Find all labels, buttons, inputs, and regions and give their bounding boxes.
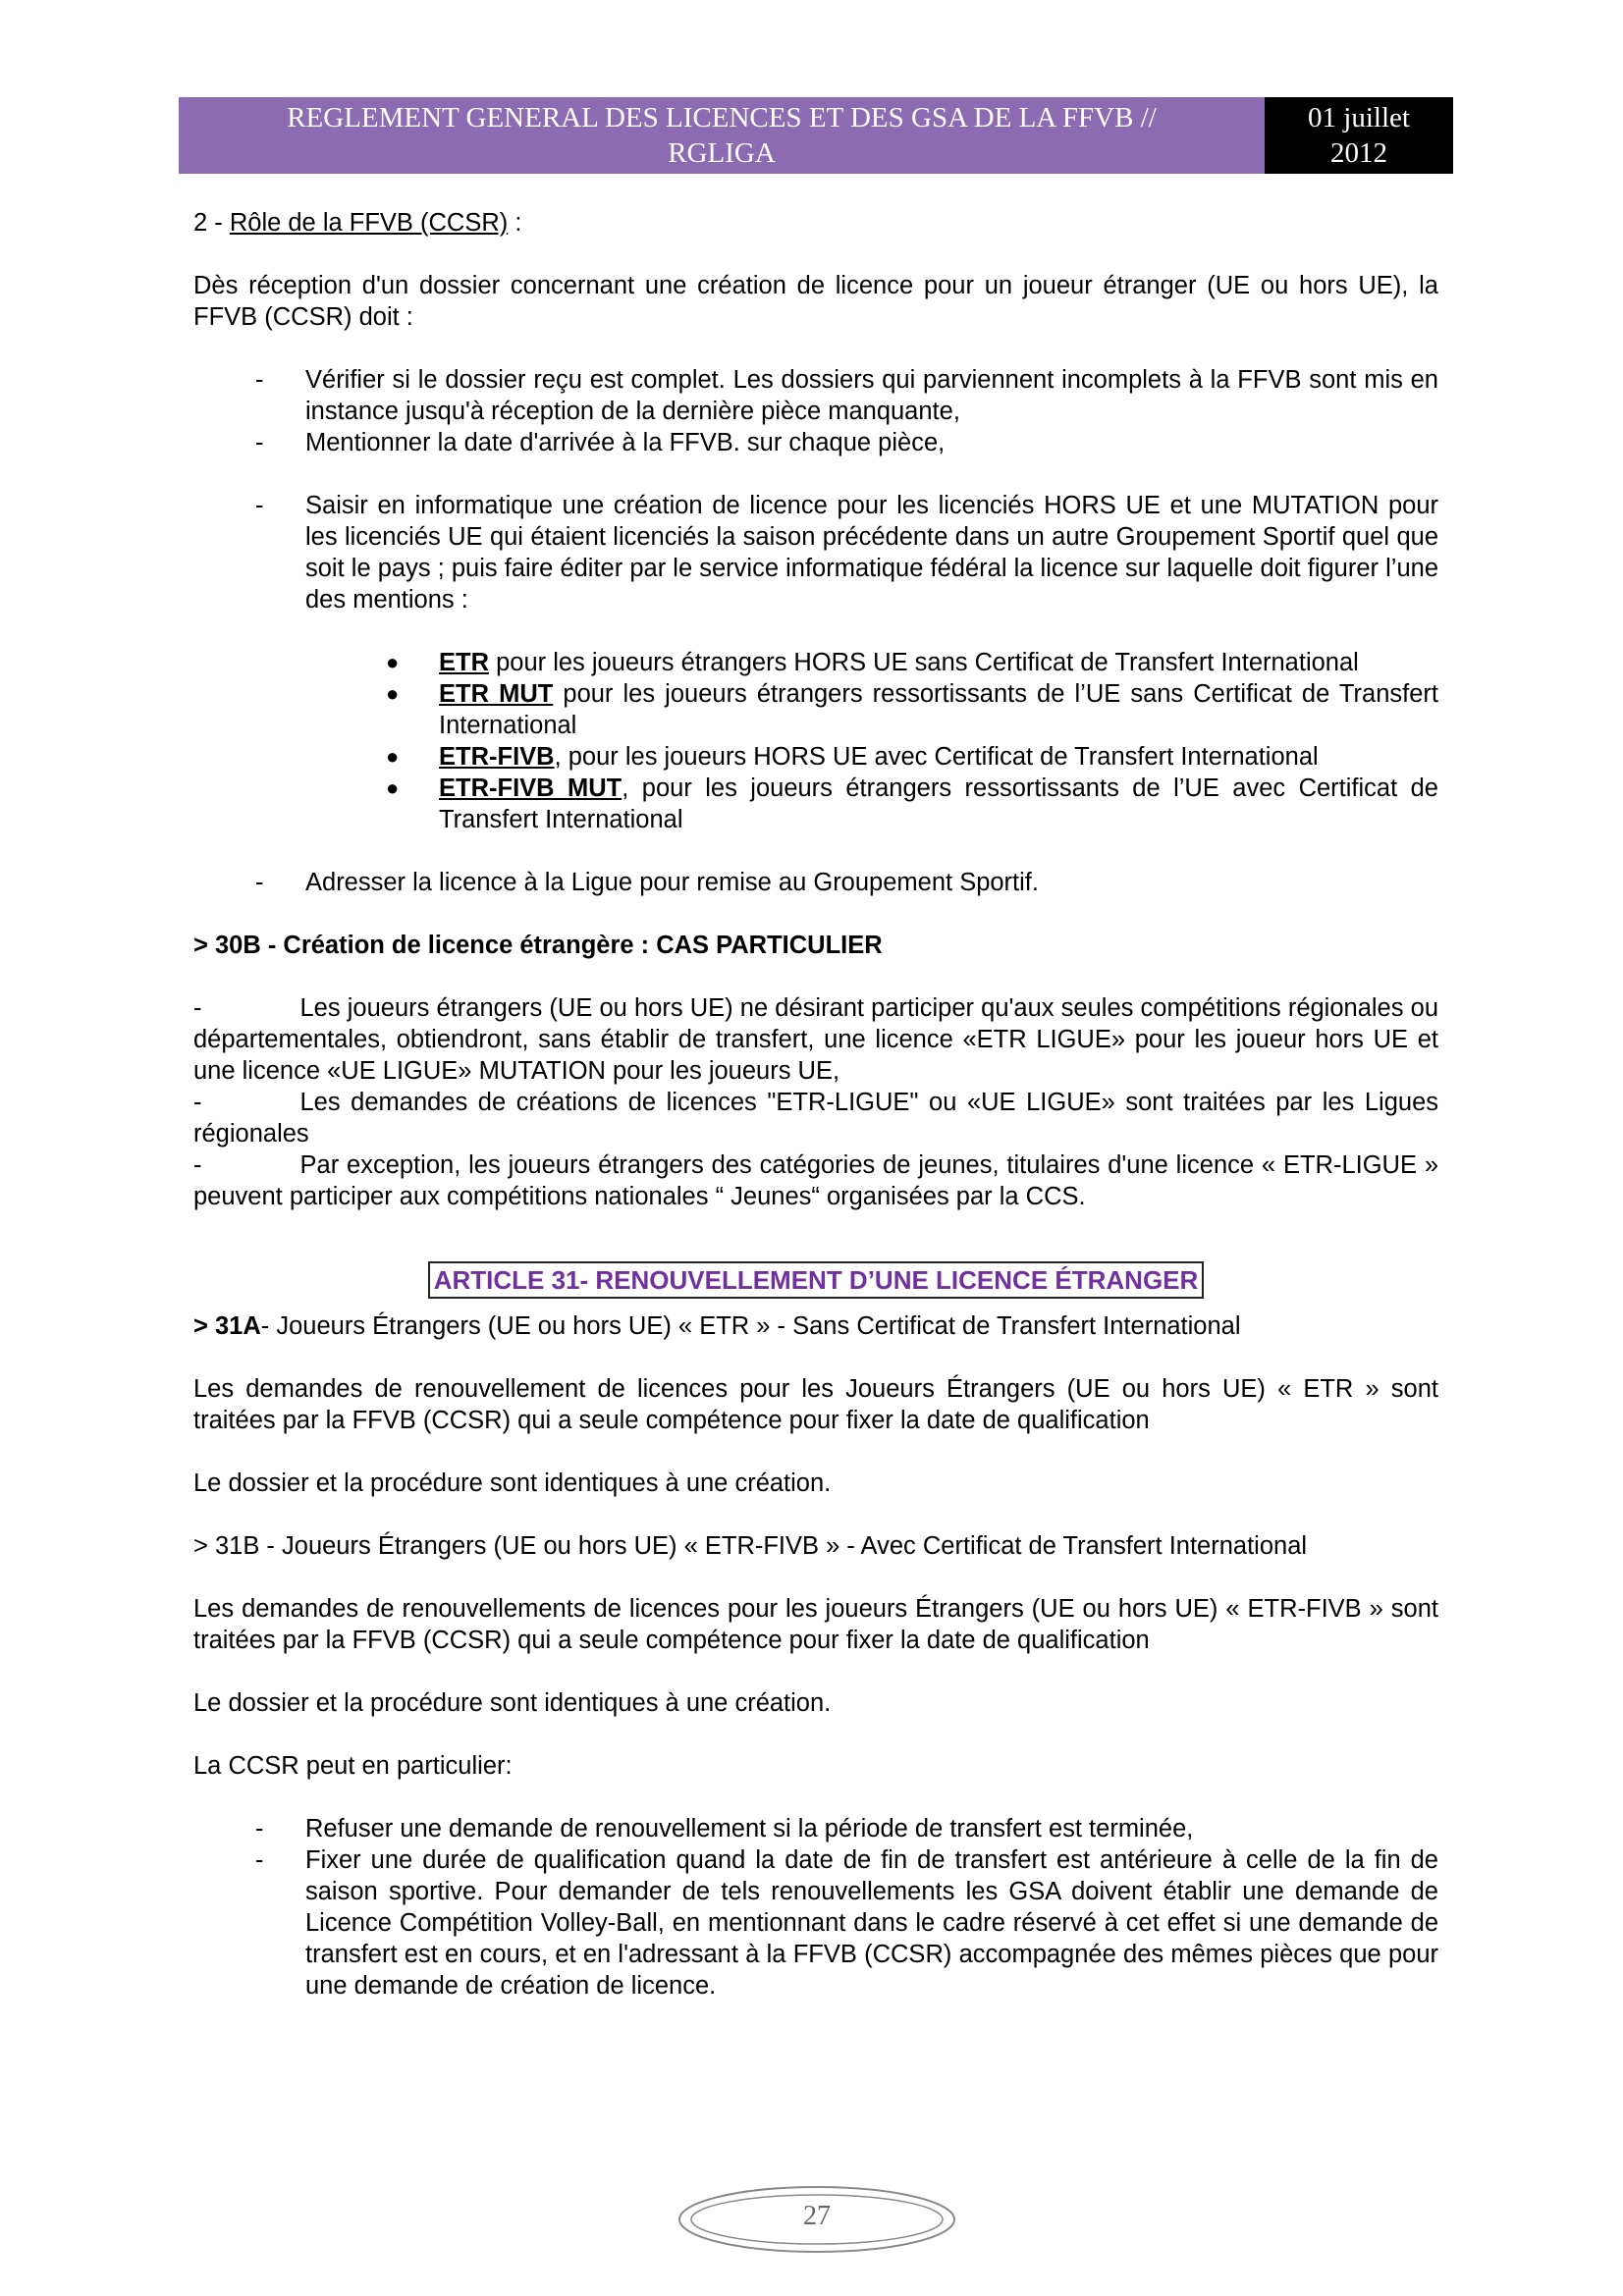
list-item	[193, 647, 1438, 678]
article-31-title: ARTICLE 31- RENOUVELLEMENT D’UNE LICENCE ÉTRANGER	[428, 1261, 1205, 1299]
mention-text: , pour les joueurs HORS UE avec Certificat de Transfert International	[554, 743, 1319, 771]
list-item-text: Fixer une durée de qualification quand la date de fin de transfert est antérieure à celle de la fin de saison sportive. Pour demander de tels renouvellements les GSA doivent établir une demande de Licence Compétition Volley-Ball, en mentionnant dans le cadre réservé à cet effet si une demande de transfert est en cours, et en l'adressant à la FFVB (CCSR) accompagnée des mêmes pièces que pour une demande de création de licence.	[305, 1846, 1438, 2000]
list-item	[193, 490, 1438, 615]
section-30b-text: Les demandes de créations de licences "ETR-LIGUE" ou «UE LIGUE» sont traitées par les Ligues régionales	[193, 1089, 1438, 1148]
ffvb-duties-list-final	[193, 867, 1438, 898]
mention-code: ETR	[439, 649, 489, 676]
list-item	[193, 1844, 1438, 2002]
ccsr-powers-list	[193, 1813, 1438, 2002]
dash-marker: -	[255, 492, 264, 519]
document-date: 01 juillet 2012	[1265, 97, 1453, 174]
ffvb-duties-list-cont	[193, 490, 1438, 615]
bullet-icon: ●	[386, 775, 400, 800]
list-item	[193, 1813, 1438, 1844]
mention-code: ETR-FIVB MUT	[439, 774, 622, 802]
list-item	[193, 741, 1438, 773]
mention-text: , pour les joueurs étrangers ressortissants de l’UE avec Certificat de Transfert International	[439, 774, 1438, 833]
ffvb-duties-list	[193, 364, 1438, 458]
section-2-heading	[193, 207, 1438, 239]
page-number: 27	[803, 2201, 831, 2231]
dash-marker: -	[255, 1815, 264, 1842]
bullet-icon: ●	[386, 650, 400, 674]
bullet-icon: ●	[386, 744, 400, 769]
document-title: REGLEMENT GENERAL DES LICENCES ET DES GSA DE LA FFVB // RGLIGA	[179, 97, 1265, 174]
list-item-text: Refuser une demande de renouvellement si la période de transfert est terminée,	[305, 1815, 1194, 1842]
list-item	[193, 867, 1438, 898]
section-31a-title: - Joueurs Étrangers (UE ou hors UE) « ETR » - Sans Certificat de Transfert International	[260, 1312, 1241, 1340]
section-30b-heading: > 30B - Création de licence étrangère : CAS PARTICULIER	[193, 932, 883, 959]
dash-marker: -	[255, 429, 264, 456]
list-item	[193, 364, 1438, 427]
section-31a-paragraph: Les demandes de renouvellement de licences pour les Joueurs Étrangers (UE ou hors UE) « ETR » sont traitées par la FFVB (CCSR) qui a seule compétence pour fixer la date de qualification	[193, 1375, 1438, 1434]
dash-marker: -	[193, 1089, 202, 1116]
bullet-icon: ●	[386, 681, 400, 706]
section-31a-label: > 31A	[193, 1312, 261, 1340]
section-2-heading-suffix: :	[508, 209, 522, 237]
section-31a-paragraph: Le dossier et la procédure sont identiques à une création.	[193, 1469, 832, 1497]
section-31b-paragraph: Le dossier et la procédure sont identiques à une création.	[193, 1689, 832, 1717]
list-item-text: Mentionner la date d'arrivée à la FFVB. sur chaque pièce,	[305, 429, 946, 456]
section-31b-heading: > 31B - Joueurs Étrangers (UE ou hors UE) « ETR-FIVB » - Avec Certificat de Transfert International	[193, 1532, 1308, 1560]
page-footer	[675, 2181, 959, 2258]
section-2-intro: Dès réception d'un dossier concernant une création de licence pour un joueur étranger (UE ou hors UE), la FFVB (CCSR) doit :	[193, 272, 1438, 331]
mention-text: pour les joueurs étrangers ressortissants de l’UE sans Certificat de Transfert International	[439, 680, 1438, 739]
mention-text: pour les joueurs étrangers HORS UE sans Certificat de Transfert International	[489, 649, 1359, 676]
section-30b-line	[193, 992, 1438, 1087]
list-item-text: Vérifier si le dossier reçu est complet. Les dossiers qui parviennent incomplets à la FFVB sont mis en instance jusqu'à réception de la dernière pièce manquante,	[305, 366, 1438, 425]
page-header	[179, 97, 1453, 174]
mention-code: ETR-FIVB	[439, 743, 555, 771]
section-31a-heading	[193, 1310, 1438, 1342]
section-30b-line	[193, 1087, 1438, 1149]
section-31b-paragraph: Les demandes de renouvellements de licences pour les joueurs Étrangers (UE ou hors UE) « ETR-FIVB » sont traitées par la FFVB (CCSR) qui a seule compétence pour fixer la date de qualification	[193, 1595, 1438, 1654]
list-item	[193, 773, 1438, 835]
dash-marker: -	[255, 366, 264, 394]
section-30b-line	[193, 1149, 1438, 1212]
list-item-text: Saisir en informatique une création de licence pour les licenciés HORS UE et une MUTATION pour les licenciés UE qui étaient licenciés la saison précédente dans un autre Groupement Sportif quel que soit le pays ; puis faire éditer par le service informatique fédéral la licence sur laquelle doit figurer l’une des mentions :	[305, 492, 1438, 614]
list-item	[193, 678, 1438, 741]
dash-marker: -	[255, 1846, 264, 1874]
section-30b-text: Les joueurs étrangers (UE ou hors UE) ne désirant participer qu'aux seules compétitions régionales ou départementales, obtiendront, sans établir de transfert, une licence «ETR LIGUE» pour les joueur hors UE et une licence «UE LIGUE» MUTATION pour les joueurs UE,	[193, 994, 1438, 1085]
section-2-heading-title: Rôle de la FFVB (CCSR)	[229, 209, 509, 237]
dash-marker: -	[193, 1151, 202, 1179]
list-item-text: Adresser la licence à la Ligue pour remise au Groupement Sportif.	[305, 869, 1039, 896]
article-31-heading	[193, 1261, 1438, 1299]
license-mentions-list	[193, 647, 1438, 835]
dash-marker: -	[193, 994, 202, 1022]
dash-marker: -	[255, 869, 264, 896]
page-content	[193, 207, 1438, 2002]
section-2-heading-prefix: 2 -	[193, 209, 230, 237]
mention-code: ETR MUT	[439, 680, 554, 708]
section-30b-text: Par exception, les joueurs étrangers des catégories de jeunes, titulaires d'une licence « ETR-LIGUE » peuvent participer aux compétitions nationales “ Jeunes“ organisées par la CCS.	[193, 1151, 1438, 1210]
list-item	[193, 427, 1438, 458]
ccsr-intro: La CCSR peut en particulier:	[193, 1752, 513, 1780]
